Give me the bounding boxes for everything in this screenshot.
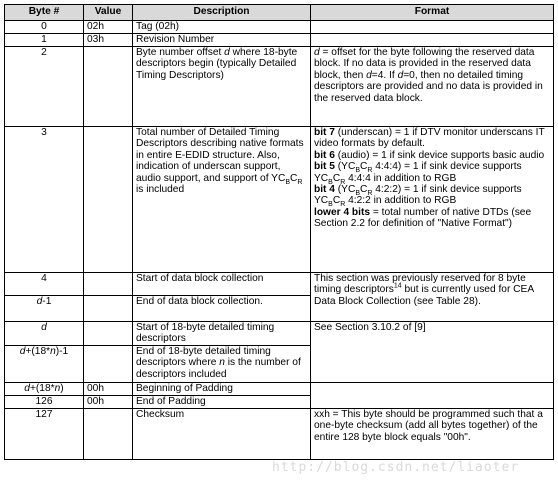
format-cell: This section was previously reserved for 8 byte timing descriptors$^{14}$ but is currently used for CEA Data Block Collection (see Table 28). [311,273,554,322]
byte-cell: 3 [5,127,84,273]
byte-cell: 126 [5,396,84,409]
format-cell: xxh = This byte should be programmed such that a one-byte checksum (add all bytes together) of the entire 128 byte block equals "00h". [311,409,554,460]
format-cell: d = offset for the byte following the reserved data block. If no data is provided in the reserved data block, then d=4. If d=0, then no detailed timing descriptors are provided and no data is provided in the reserved data block. [311,47,554,127]
byte-cell: 127 [5,409,84,460]
header-format: Format [311,5,554,21]
description-cell: Revision Number [133,34,311,47]
value-cell: 03h [84,34,133,47]
description-cell: Start of 18-byte detailed timing descriptors [133,322,311,346]
value-cell [84,322,133,346]
value-cell: 00h [84,383,133,396]
description-cell: Byte number offset d where 18-byte descriptors begin (typically Detailed Timing Descriptors) [133,47,311,127]
byte-cell: d+(18*n)-1 [5,346,84,383]
byte-cell: d [5,322,84,346]
value-cell [84,47,133,127]
bit7-line: bit 7 (underscan) = 1 if DTV monitor underscans IT video formats by default. [314,127,545,150]
header-description: Description [133,5,311,21]
format-cell: See Section 3.10.2 of [9] [311,322,554,383]
table-row [5,383,554,396]
table-row [5,322,554,346]
value-cell: 02h [84,21,133,34]
table-row [5,273,554,296]
table-row [5,47,554,127]
bit4-line: bit 4 ($YC_BC_R$ 4:2:2) = 1 if sink device supports $YC_BC_R$ 4:2:2 in addition to RGB [314,184,522,209]
table-row [5,34,554,47]
table-row [5,127,554,273]
value-cell [84,346,133,383]
byte-cell: 4 [5,273,84,296]
description-cell: Checksum [133,409,311,460]
format-cell [311,127,554,273]
description-cell: End of Padding [133,396,311,409]
table-row [5,409,554,460]
header-value: Value [84,5,133,21]
format-cell [311,383,554,409]
value-cell [84,273,133,296]
format-cell [311,34,554,47]
byte-cell: 1 [5,34,84,47]
byte-cell: 2 [5,47,84,127]
watermark-text: http://blog.csdn.net/liaoter [272,460,520,475]
byte-cell: d-1 [5,296,84,322]
description-cell: End of 18-byte detailed timing descriptors where n is the number of descriptors included [133,346,311,383]
format-cell [311,21,554,34]
description-cell: Tag (02h) [133,21,311,34]
value-cell [84,296,133,322]
description-cell: Beginning of Padding [133,383,311,396]
value-cell: 00h [84,396,133,409]
byte-cell: 0 [5,21,84,34]
description-cell: Total number of Detailed Timing Descriptors describing native formats in entire E-EDID structure. Also, indication of underscan support, audio support, and support of $YC_BC_R$ is included [133,127,311,273]
value-cell [84,409,133,460]
edid-cea-extension-table [4,4,554,460]
header-row [5,5,554,21]
value-cell [84,127,133,273]
table-row [5,21,554,34]
header-byte: Byte # [5,5,84,21]
byte-cell: d+(18*n) [5,383,84,396]
bit6-line: bit 6 (audio) = 1 if sink device supports basic audio [314,149,545,161]
description-cell: Start of data block collection [133,273,311,296]
lower-bits-line: lower 4 bits = total number of native DTDs (see Section 2.2 for definition of "Native Format") [314,206,532,230]
bit5-line: bit 5 ($YC_BC_R$ 4:4:4) = 1 if sink device supports $YC_BC_R$ 4:4:4 in addition to RGB [314,161,522,186]
description-cell: End of data block collection. [133,296,311,322]
